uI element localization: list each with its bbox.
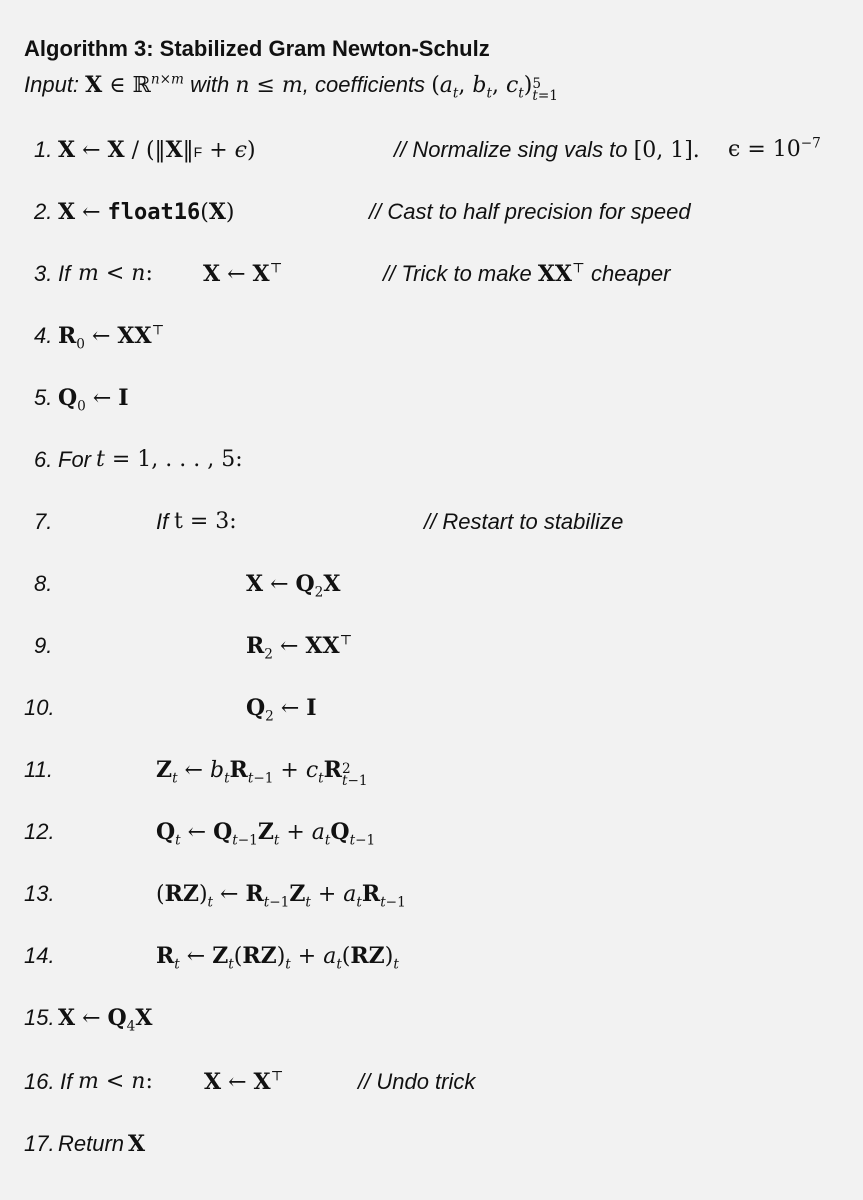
input-coefficients: , coefficients <box>302 72 426 97</box>
input-with: with <box>190 72 230 97</box>
line-math: X ← X⊤ <box>204 1068 284 1095</box>
algorithm-line-14 <box>0 943 863 983</box>
comment-text-after: cheaper <box>590 261 671 286</box>
line-comment: // Restart to stabilize <box>424 509 624 534</box>
comment-math: XX⊤ <box>537 260 585 287</box>
input-matrix-math: X ∈ ℝ$^{n\times m}$ <box>85 71 184 98</box>
line-number: 16. <box>24 1069 55 1094</box>
line-number: 10. <box>24 695 55 720</box>
algorithm-line-11 <box>0 757 863 797</box>
algorithm-line-4 <box>0 323 863 363</box>
line-math: $Q_0$ ← I <box>58 385 129 415</box>
epsilon-exponent: −7 <box>800 135 821 152</box>
line-number: 3. <box>34 261 53 286</box>
input-label: Input: <box>24 72 80 97</box>
algorithm-title: Algorithm 3: Stabilized Gram Newton-Schulz <box>24 36 490 61</box>
algorithm-line-5 <box>0 385 863 425</box>
condition-math: m < n: <box>78 1069 153 1094</box>
line-math: X ← X⊤ <box>203 260 283 287</box>
algorithm-line-10 <box>0 695 863 735</box>
line-number: 9. <box>34 633 53 658</box>
line-math: $R_2$ ← XX⊤ <box>246 632 353 663</box>
algorithm-line-12 <box>0 819 863 859</box>
line-number: 13. <box>24 881 55 906</box>
algorithm-line-7 <box>0 509 863 549</box>
epsilon-value <box>728 137 821 162</box>
keyword-if: If <box>156 509 169 534</box>
condition-math: m < n: <box>78 261 153 286</box>
line-math: X ← $Q_4X$ <box>58 1005 153 1035</box>
algorithm-line-13 <box>0 881 863 921</box>
line-number: 5. <box>34 385 53 410</box>
algorithm-line-8 <box>0 571 863 611</box>
line-number: 7. <box>34 509 53 534</box>
line-math: t = 1, . . . , 5: <box>96 447 243 472</box>
algorithm-line-16 <box>0 1069 863 1109</box>
algorithm-line-1 <box>0 137 863 177</box>
loop-range: 1, . . . , 5: <box>137 447 243 472</box>
line-comment <box>394 137 700 163</box>
function-name: float16 <box>107 200 201 225</box>
line-math: $(RZ)_t$ ← $R_{t-1}Z_t + a_tR_{t-1}$ <box>156 881 406 911</box>
line-number: 1. <box>34 137 53 162</box>
line-number: 2. <box>34 199 53 224</box>
line-number: 12. <box>24 819 55 844</box>
line-number: 8. <box>34 571 53 596</box>
input-coefficients-math: ($a_t$, $b_t$, $c_t$) 5 t=1 <box>431 73 558 104</box>
line-math: X ← float16(X) <box>58 199 235 225</box>
line-number: 6. <box>34 447 53 472</box>
line-math: $Q_2$ ← I <box>246 695 317 725</box>
keyword-return: Return <box>58 1131 125 1156</box>
line-math: X ← X / (‖X‖F + ϵ) <box>58 137 256 163</box>
line-comment: // Undo trick <box>358 1069 476 1094</box>
line-math: X ← $Q_2X$ <box>246 571 341 601</box>
line-number: 11. <box>24 757 53 782</box>
epsilon-text: ϵ = 10 <box>728 137 801 162</box>
comment-text: // Trick to make <box>383 261 532 286</box>
input-condition-math: n ≤ m <box>235 73 303 98</box>
line-number: 4. <box>34 323 53 348</box>
line-number: 15. <box>24 1005 55 1030</box>
line-number: 14. <box>24 943 55 968</box>
keyword-for: For <box>58 447 91 472</box>
line-math: $Z_t$ ← $b_tR_{t-1} + c_tR$ 2 t−1 <box>156 757 368 789</box>
line-comment: // Cast to half precision for speed <box>369 199 691 224</box>
condition-math: t = 3: <box>174 509 237 534</box>
line-comment <box>383 261 670 287</box>
algorithm-input <box>24 72 558 102</box>
algorithm-line-17 <box>0 1131 863 1171</box>
algorithm-line-15 <box>0 1005 863 1045</box>
algorithm-line-2 <box>0 199 863 239</box>
comment-range: [0, 1]. <box>633 138 700 163</box>
algorithm-line-9 <box>0 633 863 673</box>
line-math: $R_0$ ← XX⊤ <box>58 322 165 353</box>
line-number: 17. <box>24 1131 55 1156</box>
keyword-if: If <box>60 1069 73 1094</box>
line-math: $Q_t$ ← $Q_{t-1}Z_t + a_tQ_{t-1}$ <box>156 819 376 849</box>
keyword-if: If <box>58 261 71 286</box>
line-math: X <box>128 1131 146 1157</box>
algorithm-line-3 <box>0 261 863 301</box>
line-math: $R_t$ ← $Z_t(RZ)_t + a_t(RZ)_t$ <box>156 943 399 973</box>
comment-text: // Normalize sing vals to <box>394 137 628 162</box>
algorithm-line-6 <box>0 447 863 487</box>
